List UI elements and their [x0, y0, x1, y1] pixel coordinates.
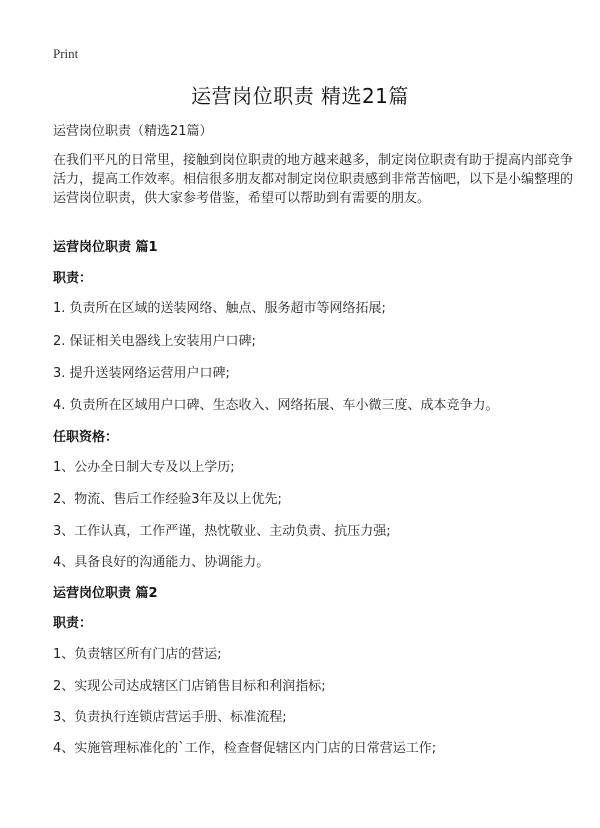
intro-paragraph: 在我们平凡的日常里，接触到岗位职责的地方越来越多，制定岗位职责有助于提高内部竞争活力，提高工作效率。相信很多朋友都对制定岗位职责感到非常苦恼吧，以下是小编整理的运营岗位职责，供大家参考借鉴，希望可以帮助到有需要的朋友。: [53, 153, 574, 206]
duty-item: 3. 提升送装网络运营用户口碑;: [53, 366, 230, 381]
document-subtitle: 运营岗位职责（精选21篇）: [53, 124, 213, 139]
duty-label-2: 职责：: [53, 616, 93, 631]
duty-label-1: 职责：: [53, 271, 93, 286]
qualification-item: 4、具备良好的沟通能力、协调能力。: [53, 555, 270, 570]
qualification-label: 任职资格：: [53, 430, 119, 445]
section-heading-1: 运营岗位职责 篇1: [53, 240, 158, 255]
print-label: Print: [53, 46, 79, 61]
duty-item: 2、实现公司达成辖区门店销售目标和利润指标;: [53, 679, 326, 694]
duty-item: 1、负责辖区所有门店的营运;: [53, 647, 222, 662]
qualification-item: 2、物流、售后工作经验3年及以上优先;: [53, 492, 282, 507]
duty-item: 1. 负责所在区域的送装网络、触点、服务超市等网络拓展;: [53, 301, 386, 316]
duty-item: 2. 保证相关电器线上安装用户口碑;: [53, 334, 256, 349]
section-heading-2: 运营岗位职责 篇2: [53, 586, 158, 601]
duty-item: 4. 负责所在区域用户口碑、生态收入、网络拓展、车小微三度、成本竞争力。: [53, 398, 499, 413]
duty-item: 4、实施管理标准化的`工作，检查督促辖区内门店的日常营运工作;: [53, 741, 437, 756]
qualification-item: 1、公办全日制大专及以上学历;: [53, 460, 235, 475]
document-title: 运营岗位职责 精选21篇: [191, 84, 409, 108]
qualification-item: 3、工作认真，工作严谨，热忱敬业、主动负责、抗压力强;: [53, 524, 391, 539]
duty-item: 3、负责执行连锁店营运手册、标准流程;: [53, 710, 287, 725]
